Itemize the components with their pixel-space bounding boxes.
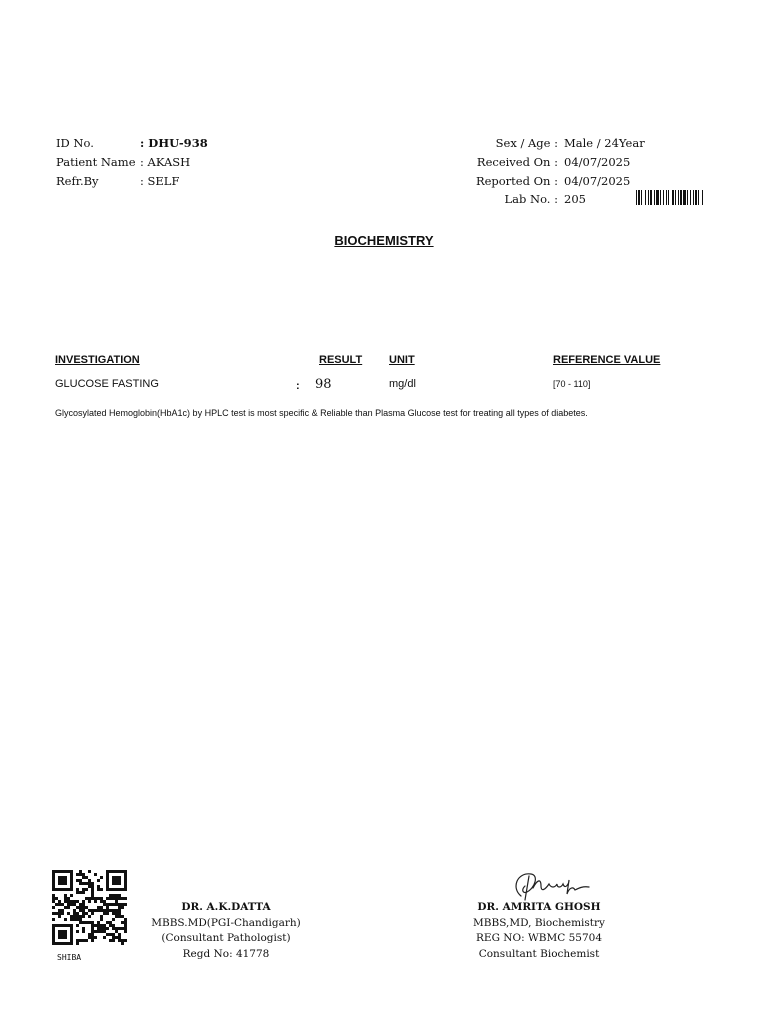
patient-name-value: : AKASH (140, 155, 191, 169)
received-on-value: 04/07/2025 (564, 155, 631, 169)
received-on-label: Received On : (476, 155, 558, 169)
header-investigation: INVESTIGATION (55, 354, 140, 366)
header-unit: UNIT (389, 354, 415, 366)
refr-value: : SELF (140, 174, 180, 188)
reported-on-label: Reported On : (475, 174, 558, 188)
signatory-pathologist (136, 900, 316, 962)
cell-colon: : (296, 380, 300, 392)
barcode (636, 190, 739, 205)
section-title: BIOCHEMISTRY (334, 233, 434, 248)
qr-caption: SHIBA (57, 953, 82, 962)
doctor-reg: Regd No: 41778 (182, 947, 270, 960)
hba1c-note: Glycosylated Hemoglobin(HbA1c) by HPLC test is most specific & Reliable than Plasma Glucose test for treating all types of diabetes. (55, 408, 588, 418)
cell-result: 98 (315, 377, 332, 392)
doctor-reg: REG NO: WBMC 55704 (476, 932, 602, 944)
doctor-qualification: MBBS,MD, Biochemistry (473, 916, 605, 929)
cell-reference: [70 - 110] (553, 379, 591, 389)
cell-investigation: GLUCOSE FASTING (55, 378, 159, 390)
handwritten-signature (505, 866, 595, 902)
doctor-role: Consultant Biochemist (478, 947, 600, 960)
header-reference: REFERENCE VALUE (553, 354, 661, 366)
id-label: ID No. (56, 136, 94, 150)
doctor-name: DR. A.K.DATTA (181, 901, 271, 913)
id-value: : DHU-938 (140, 136, 208, 150)
cell-unit: mg/dl (389, 378, 416, 390)
qr-code (52, 870, 127, 945)
doctor-qualification: MBBS.MD(PGI-Chandigarh) (151, 916, 301, 929)
patient-name-label: Patient Name (56, 155, 136, 169)
header-result: RESULT (319, 354, 363, 366)
lab-no-label: Lab No. : (504, 192, 558, 206)
doctor-name: DR. AMRITA GHOSH (477, 901, 601, 913)
signatory-biochemist (449, 900, 629, 962)
reported-on-value: 04/07/2025 (564, 174, 631, 188)
sex-age-label: Sex / Age : (495, 136, 558, 150)
sex-age-value: Male / 24Year (564, 136, 645, 150)
doctor-role: (Consultant Pathologist) (161, 932, 291, 944)
lab-no-value: 205 (564, 192, 586, 206)
refr-label: Refr.By (56, 174, 99, 188)
